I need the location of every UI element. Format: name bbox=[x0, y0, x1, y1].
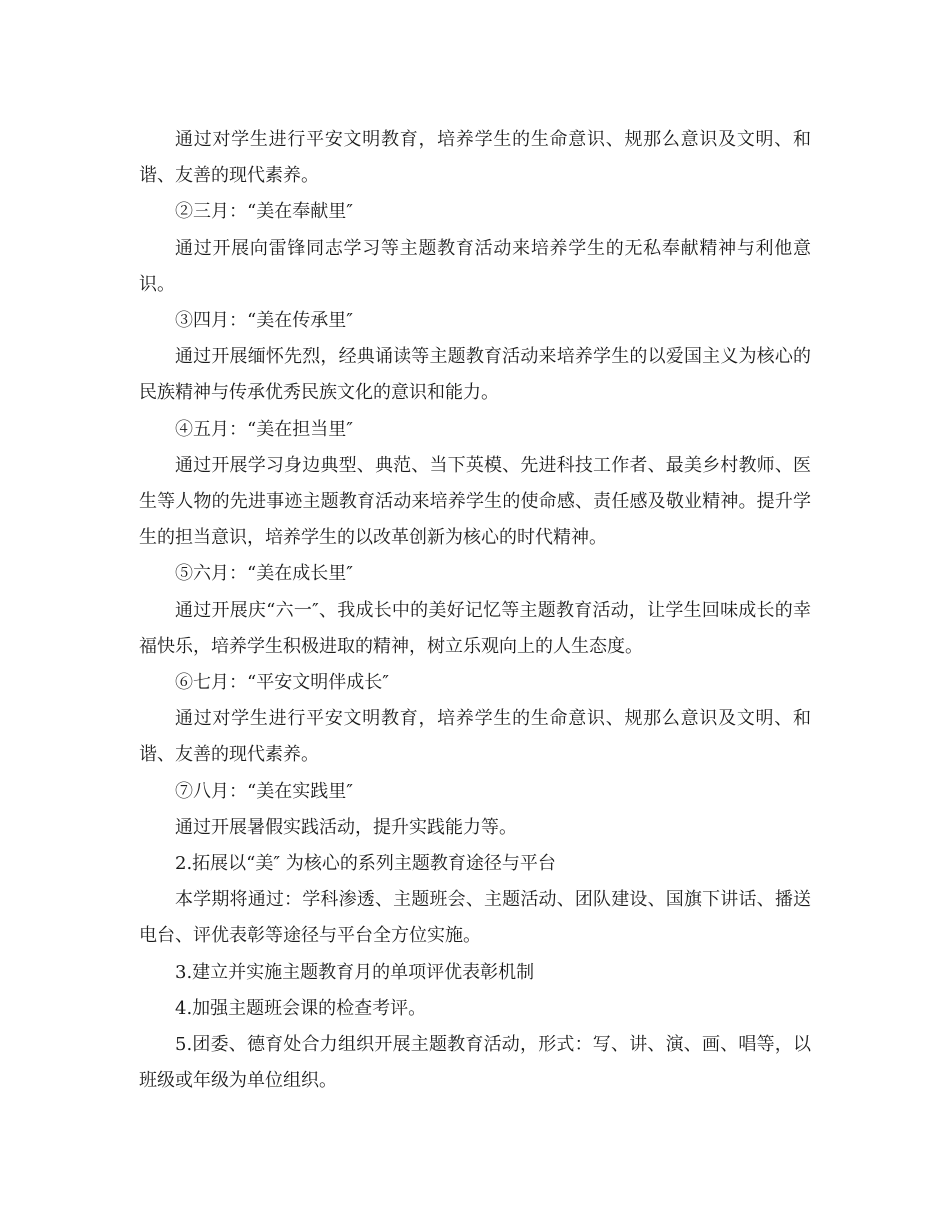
section-heading-4: 4.加强主题班会课的检查考评。 bbox=[175, 997, 427, 1019]
paragraph-section-2: 本学期将通过：学科渗透、主题班会、主题活动、团队建设、国旗下讲话、播送电台、评优表彰等途径与平台全方位实施。 bbox=[139, 889, 811, 947]
heading-july: ⑥七月：“平安文明伴成长″ bbox=[175, 672, 389, 694]
heading-april: ③四月：“美在传承里″ bbox=[175, 310, 353, 332]
paragraph-safety-education-1: 通过对学生进行平安文明教育，培养学生的生命意识、规那么意识及文明、和谐、友善的现代素养。 bbox=[139, 129, 811, 187]
section-heading-5: 5.团委、德育处合力组织开展主题教育活动，形式：写、讲、演、画、唱等，以班级或年级为单位组织。 bbox=[139, 1034, 811, 1092]
paragraph-august: 通过开展暑假实践活动，提升实践能力等。 bbox=[175, 816, 517, 838]
section-heading-3: 3.建立并实施主题教育月的单项评优表彰机制 bbox=[175, 961, 535, 983]
paragraph-march: 通过开展向雷锋同志学习等主题教育活动来培养学生的无私奉献精神与利他意识。 bbox=[139, 237, 811, 295]
paragraph-july: 通过对学生进行平安文明教育，培养学生的生命意识、规那么意识及文明、和谐、友善的现代素养。 bbox=[139, 708, 811, 766]
heading-march: ②三月：“美在奉献里″ bbox=[175, 201, 353, 223]
heading-august: ⑦八月：“美在实践里″ bbox=[175, 780, 353, 802]
paragraph-may: 通过开展学习身边典型、典范、当下英模、先进科技工作者、最美乡村教师、医生等人物的先进事迹主题教育活动来培养学生的使命感、责任感及敬业精神。提升学生的担当意识，培养学生的以改革创新为核心的时代精神。 bbox=[139, 454, 811, 549]
heading-june: ⑤六月：“美在成长里″ bbox=[175, 563, 353, 585]
heading-may: ④五月：“美在担当里″ bbox=[175, 418, 353, 440]
section-heading-2: 2.拓展以“美″ 为核心的系列主题教育途径与平台 bbox=[175, 853, 556, 875]
document-body bbox=[139, 122, 811, 1099]
paragraph-april: 通过开展缅怀先烈，经典诵读等主题教育活动来培养学生的以爱国主义为核心的民族精神与传承优秀民族文化的意识和能力。 bbox=[139, 346, 811, 404]
paragraph-june: 通过开展庆“六一″、我成长中的美好记忆等主题教育活动，让学生回味成长的幸福快乐，培养学生积极进取的精神，树立乐观向上的人生态度。 bbox=[139, 599, 811, 657]
